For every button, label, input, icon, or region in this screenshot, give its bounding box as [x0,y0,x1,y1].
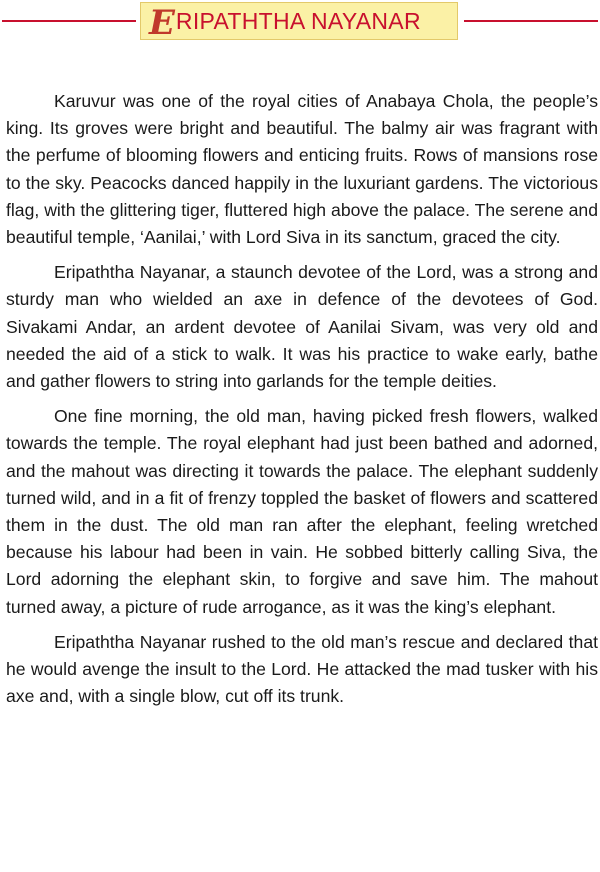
page-header [0,0,600,48]
header-rule-right [464,20,598,22]
title-initial-letter: E [149,3,175,43]
header-rule-left [2,20,136,22]
article-body [6,88,598,718]
paragraph-2: Eripaththa Nayanar, a staunch devotee of the Lord, was a strong and sturdy man who wielded an axe in defence of the devotees of God. Sivakami Andar, an ardent devotee of Aanilai Sivam, was very old and needed the aid of a stick to walk. It was his practice to wake early, bathe and gather flowers to string into garlands for the temple deities. [6,262,598,392]
title-banner [140,2,458,43]
paragraph-1: Karuvur was one of the royal cities of Anabaya Chola, the people’s king. Its groves were bright and beautiful. The balmy air was fragrant with the perfume of blooming flowers and enticing fruits. Rows of mansions rose to the sky. Peacocks danced happily in the luxuriant gardens. The victorious flag, with the glittering tiger, fluttered high above the palace. The serene and beautiful temple, ‘Aanilai,’ with Lord Siva in its sanctum, graced the city. [6,91,598,248]
paragraph-4: Eripaththa Nayanar rushed to the old man’s rescue and declared that he would avenge the insult to the Lord. He attacked the mad tusker with his axe and, with a single blow, cut off its trunk. [6,631,598,707]
page-title: RIPATHTHA NAYANAR [175,7,421,34]
paragraph-3: One fine morning, the old man, having picked fresh flowers, walked towards the temple. The royal elephant had just been bathed and adorned, and the mahout was directing it towards the palace. The elephant suddenly turned wild, and in a fit of frenzy toppled the basket of flowers and scattered them in the dust. The old man ran after the elephant, feeling wretched because his labour had been in vain. He sobbed bitterly calling Siva, the Lord adorning the elephant skin, to forgive and save him. The mahout turned away, a picture of rude arrogance, as it was the king’s elephant. [6,406,598,617]
